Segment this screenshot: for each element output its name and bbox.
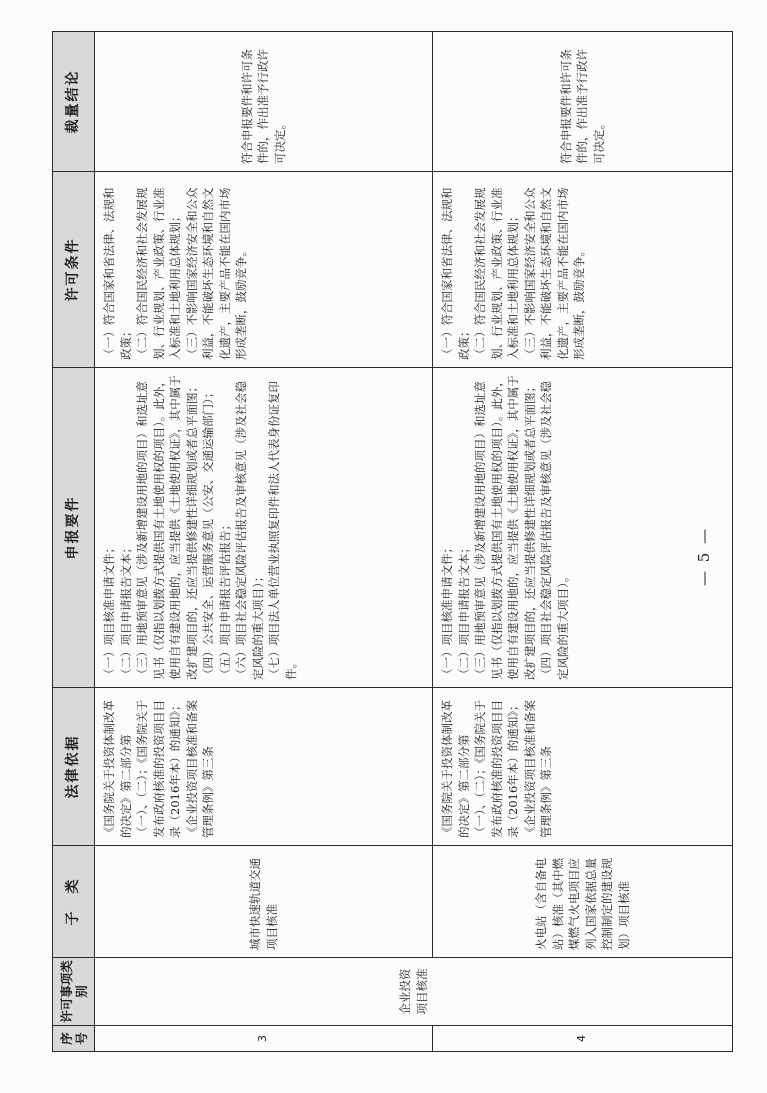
table-row [95,32,433,1052]
category-cell: 企业投资项目核准 [95,958,733,1026]
row-subcategory: 城市快速轨道交通项目核准 [95,846,433,958]
row-conditions [95,172,433,368]
table-row [433,32,733,1052]
header-seq: 序号 [53,1026,95,1052]
header-conditions: 许可条件 [53,172,95,368]
row-seq: 4 [433,1026,733,1052]
requirement-item: （二）项目申请报告文本； [456,542,471,680]
requirement-item: （四）项目社会稳定风险评估报告及审核意见（涉及社会稳定风险的重大项目）。 [539,381,570,680]
requirement-item: （一）项目核准申请文件； [440,542,454,680]
requirement-item: （五）项目申请报告评估报告； [217,519,232,680]
row-legal-basis: 《国务院关于投资体制改革的决定》第二部分第（一）、（二）；《国务院关于发布政府核准的投资项目目录（2016年本）的通知》；《企业投资项目核准和备案管理条例》第三条 [433,688,733,846]
condition-item: （三）不影响国家经济安全和公众利益，不能破坏生态环境和自然文化遗产，主要产品不能在国内市场形成垄断，鼓励竞争。 [522,187,586,360]
row-conditions [433,172,733,368]
row-seq: 3 [95,1026,433,1052]
row-requirements [95,368,433,688]
header-row [53,32,95,1052]
condition-item: （三）不影响国家经济安全和公众利益，不能破坏生态环境和自然文化遗产，主要产品不能在国内市场形成垄断，鼓励竞争。 [184,187,248,360]
condition-item: （一）符合国家和省法律、法规和政策； [440,187,471,360]
row-legal-basis: 《国务院关于投资体制改革的决定》第二部分第（一）、（二）；《国务院关于发布政府核准的投资项目目录（2016年本）的通知》；《企业投资项目核准和备案管理条例》第三条 [95,688,433,846]
requirement-item: （三）用地预审意见（涉及新增建设用地的项目）和选址意见书（仅指以划拨方式提供国有土地使用权的项目）。此外，使用自有建设用地的，应当提供《土地使用权证》，其中属于改扩建项目的，还应当提供修建性详细规划或者总平面图； [473,375,537,680]
requirement-item: （二）项目申请报告文本； [118,542,133,680]
row-conclusion: 符合申报要件和许可条件的，作出准予行政许可决定。 [95,32,433,172]
header-requirements: 申报要件 [53,368,95,688]
requirement-item: （一）项目核准申请文件； [102,542,116,680]
row-conclusion: 符合申报要件和许可条件的，作出准予行政许可决定。 [433,32,733,172]
rotated-table-container [52,32,732,1052]
requirement-item: （七）项目法人单位营业执照复印件和法人代表身份证复印件。 [267,381,298,680]
row-subcategory: 火电站（含自备电站）核准（其中燃煤燃气火电项目应列入国家依据总量控制制定的建设规划）项目核准 [433,846,733,958]
condition-item: （二）符合国民经济和社会发展规划、行业规划、产业政策、行业准入标准和土地利用总体规划； [473,187,520,360]
requirement-item: （四）公共安全、运营服务意见（公安、交通运输部门）； [201,386,215,680]
page-number: — 5 — [695,526,713,586]
row-requirements [433,368,733,688]
requirement-item: （三）用地预审意见（涉及新增建设用地的项目）和选址意见书（仅指以划拨方式提供国有土地使用权的项目）。此外，使用自有建设用地的，应当提供《土地使用权证》，其中属于改扩建项目的，还应当提供修建性详细规划或者总平面图； [135,375,199,680]
condition-item: （二）符合国民经济和社会发展规划、行业规划、产业政策、行业准入标准和土地利用总体规划； [135,187,182,360]
permit-table [52,31,733,1052]
header-category: 许可事项类别 [53,958,95,1026]
condition-item: （一）符合国家和省法律、法规和政策； [102,187,133,360]
header-subcategory: 子 类 [53,846,95,958]
requirement-item: （六）项目社会稳定风险评估报告及审核意见（涉及社会稳定风险的重大项目）； [234,381,265,680]
header-conclusion: 裁量结论 [53,32,95,172]
header-legal-basis: 法律依据 [53,688,95,846]
